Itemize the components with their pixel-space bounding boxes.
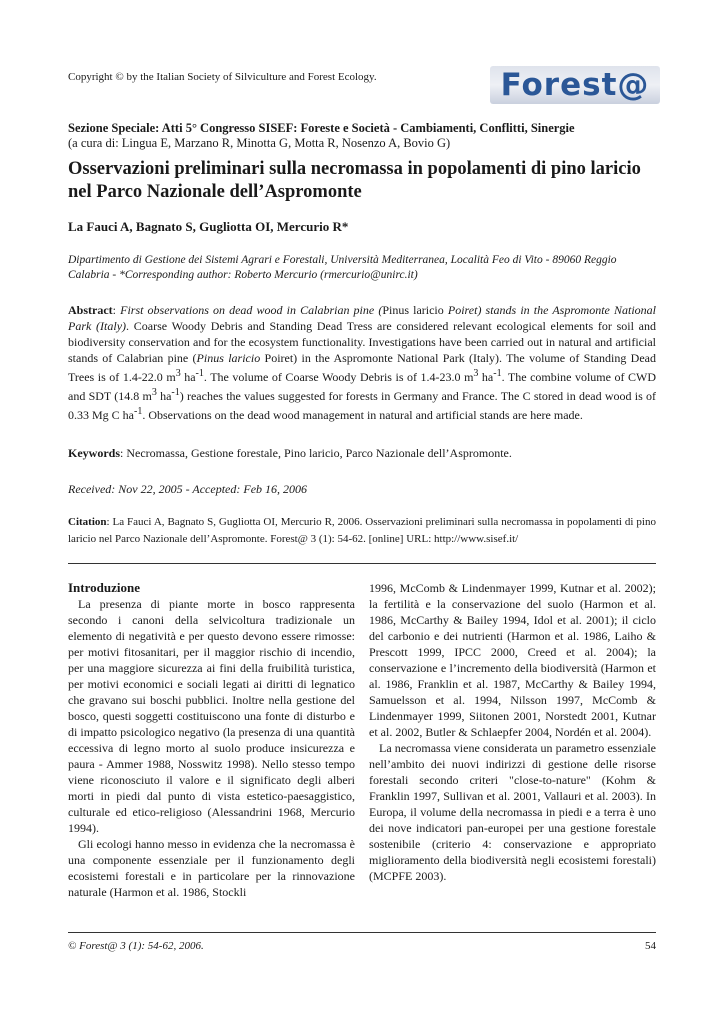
special-section-editors: (a cura di: Lingua E, Marzano R, Minotta G, Motta R, Nosenzo A, Bovio G) xyxy=(68,136,451,150)
abstract-text-1: . Coarse Woody Debris and Standing Dead Tress are considered relevant ecological elements for soil and biodiversity conservation and for the ecosystem functionality. Investigations have been carried out in natural and artificial stands of Calabrian pine ( xyxy=(68,319,657,365)
received-dates: Received: Nov 22, 2005 - Accepted: Feb 16, 2006 xyxy=(68,482,308,496)
abstract-species-italic: Pinus laricio xyxy=(196,351,261,365)
footer-divider xyxy=(68,932,656,933)
sup: 3 xyxy=(473,368,479,379)
abstract-text-2: Poiret) in the Aspromonte National Park (Italy). The volume of Standing Dead Trees is of 1.4-22.0 m xyxy=(68,351,656,384)
section-heading: Introduzione xyxy=(68,580,140,595)
sup: -1 xyxy=(134,406,143,417)
paragraph-3: La necromassa viene considerata un parametro essenziale nell’ambito dei nuovi indirizzi di gestione delle risorse forestali secondo criteri "close-to-nature" (Kohm & Franklin 1997, Sullivan et al. 2001, Vallauri et al. 2003). In Europa, il volume della necromassa in piedi e a terra è uno dei nove indicatori pan-europei per una gestione forestale sostenibile (criterio 4: conservazione e appropriato miglioramento della biodiversità negli ecosistemi forestali) (MCPFE 2003). xyxy=(369,741,656,883)
abstract-english-title: First observations on dead wood in Calabrian pine ( xyxy=(120,303,383,317)
keywords xyxy=(68,446,656,461)
article-authors: La Fauci A, Bagnato S, Gugliotta OI, Mercurio R* xyxy=(68,219,349,234)
special-section-title: Sezione Speciale: Atti 5° Congresso SISEF: Foreste e Società - Cambiamenti, Conflitti, Sinergie xyxy=(68,121,575,135)
sup: 3 xyxy=(175,368,181,379)
header-divider xyxy=(68,563,656,564)
footer-journal: © Forest@ 3 (1): 54-62, 2006. xyxy=(68,940,204,952)
abstract-sep: : xyxy=(112,303,121,317)
sup: 3 xyxy=(151,387,157,398)
sup: -1 xyxy=(195,368,204,379)
special-section xyxy=(68,121,658,151)
abstract xyxy=(68,302,656,423)
column-left xyxy=(68,580,355,900)
author-affiliation: Dipartimento di Gestione dei Sistemi Agrari e Forestali, Università Mediterranea, Località Feo di Vito - 89060 Reggio Calabria - *Corresponding author: Roberto Mercurio (rmercurio@unirc.it) xyxy=(68,254,617,281)
paragraph-2-cont: 1996, McComb & Lindenmayer 1999, Kutnar et al. 2002); la fertilità e la conservazione del suolo (Harmon et al. 1986, McCarthy & Bailey 1994, Idol et al. 2001); il ciclo del carbonio e dei nutrienti (Harmon et al. 1986, Laiho & Prescott 1999, IPCC 2000, Creed et al. 2004); la conservazione e l’incremento della biodiversità (Harmon et al. 1986, Franklin et al. 1987, McCarthy & Bailey 1994, Samuelsson et al. 1994, Nilsson 1997, McComb & Lindenmayer 1999, Siitonen 2001, Norstedt 2001, Kutnar et al. 2002, Butler & Schlaepfer 2004, Nordén et al. 2004). xyxy=(369,581,656,739)
citation-label: Citation xyxy=(68,516,107,528)
abstract-text-3: . The volume of Coarse Woody Debris is of 1.4-23.0 m xyxy=(203,370,474,384)
copyright-notice: Copyright © by the Italian Society of Silviculture and Forest Ecology. xyxy=(68,71,377,83)
abstract-text-5: ) reaches the values suggested for forests in Germany and France. The C stored in dead wood is of 0.33 Mg C ha xyxy=(68,389,657,422)
sup: -1 xyxy=(171,387,180,398)
article-title: Osservazioni preliminari sulla necromassa in popolamenti di pino laricio nel Parco Nazionale dell’Aspromonte xyxy=(68,159,641,202)
citation-text: : La Fauci A, Bagnato S, Gugliotta OI, Mercurio R, 2006. Osservazioni preliminari sulla necromassa in popolamenti di pino laricio nel Parco Nazionale dell’Aspromonte. Forest@ 3 (1): 54-62. [online] URL: http://www.sisef.it/ xyxy=(68,516,656,545)
abstract-text-6: . Observations on the dead wood management in natural and artificial stands are here made. xyxy=(142,408,583,422)
sup: -1 xyxy=(493,368,502,379)
column-right xyxy=(369,580,656,884)
unit: ha xyxy=(180,370,196,384)
unit: ha xyxy=(478,370,494,384)
page-number: 54 xyxy=(645,940,656,952)
unit: ha xyxy=(156,389,172,403)
keywords-label: Keywords xyxy=(68,446,120,460)
paragraph-1: La presenza di piante morte in bosco rappresenta secondo i canoni della selvicoltura tradizionale un elemento di negatività e per questo devono essere rimosse: per motivi fitosanitari, per il maggior rischio di incendio, per una maggiore sicurezza ai fini della fruibilità turistica, per motivi economici e sociali legati ai diritti di legnatico che gravano sui boschi pubblici. Inoltre nella gestione del bosco, questi soggetti costituiscono una fonte di disturbo e di impatto psicologico negativo (la presenza di una quantità eccessiva di legno morto al suolo produce insicurezza e paura - Ammer 1988, Nosswitz 1998). Nello stesso tempo viene riconosciuto il valore e il significato degli alberi morti in piedi dal punto di vista estetico-paesaggistico, culturale ed etico-religioso (Alessandrini 1968, Mercurio 1994). xyxy=(68,597,355,835)
abstract-text-4: . The combine volume of CWD and SDT (14.8 m xyxy=(68,370,657,403)
keywords-text: : Necromassa, Gestione forestale, Pino laricio, Parco Nazionale dell’Aspromonte. xyxy=(120,446,512,460)
paragraph-2-start: Gli ecologi hanno messo in evidenza che la necromassa è una componente essenziale per il funzionamento degli ecosistemi forestali e in particolare per la rinnovazione naturale (Harmon et al. 1986, Stockli xyxy=(68,837,355,899)
citation xyxy=(68,514,656,548)
abstract-english-title-end: Poiret) stands in the Aspromonte National Park (Italy) xyxy=(68,303,656,333)
abstract-label: Abstract xyxy=(68,303,113,317)
forest-logo: Forest@ xyxy=(490,66,660,104)
abstract-species: Pinus laricio xyxy=(382,303,444,317)
